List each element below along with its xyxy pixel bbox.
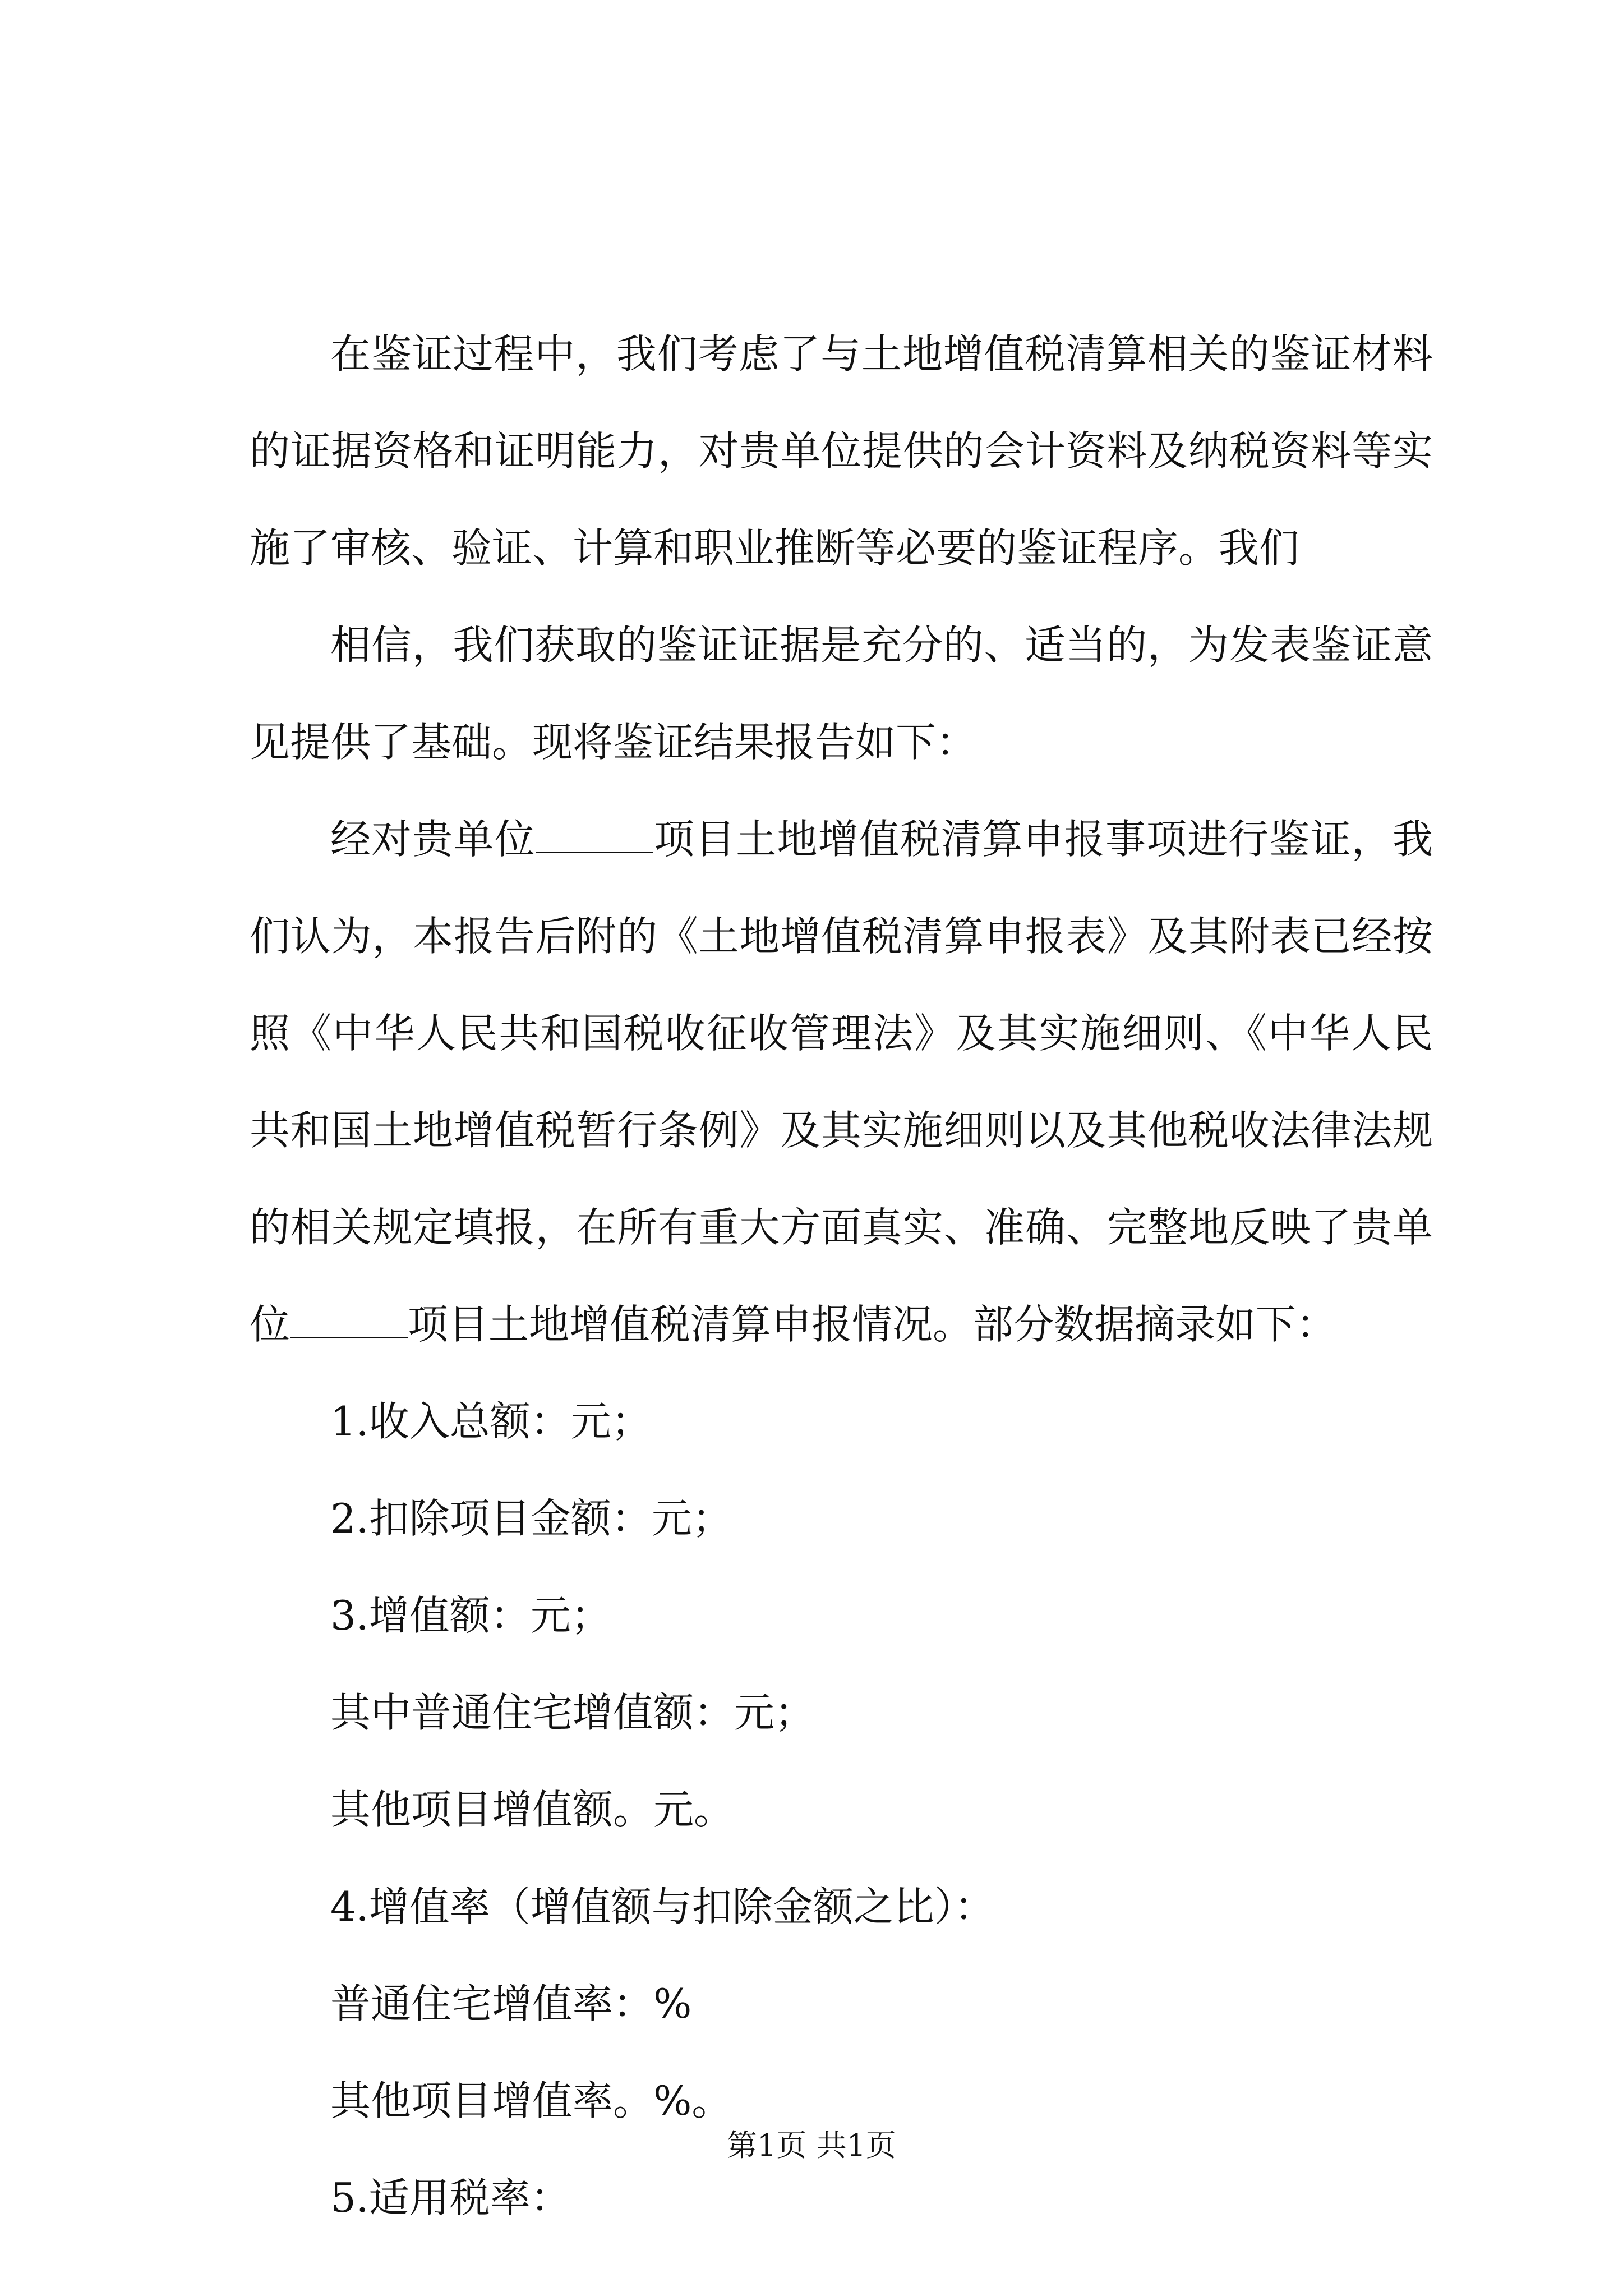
item-value-added-rate: 4.增值率（增值额与扣除金额之比）： [330,1883,995,1930]
document-body [250,306,1433,2247]
opinion-text-part3: 项目土地增值税清算申报情况。部分数据摘录如下： [408,1301,1337,1348]
item-total-income: 1.收入总额：元； [330,1398,652,1445]
item-value-added-amount: 3.增值额：元； [330,1592,611,1639]
project-name-blank [536,820,653,853]
item-other-value-added: 其他项目增值额。元。 [330,1786,735,1833]
paragraph-verification-process: 在鉴证过程中，我们考虑了与土地增值税清算相关的鉴证材料的证据资格和证明能力，对贵单位提供的会计资料及纳税资料等实施了审核、验证、计算和职业推断等必要的鉴证程序。我们 [250,330,1433,572]
item-applicable-tax-rate: 5.适用税率： [330,2174,571,2221]
paragraph-verification-opinion [250,791,1433,1373]
item-residential-value-added: 其中普通住宅增值额：元； [330,1689,815,1736]
opinion-text-part2: 项目土地增值税清算申报事项进行鉴证，我们认为，本报告后附的《土地增值税清算申报表》及其附表已经按照《中华人民共和国税收征收管理法》及其实施细则、《中华人民共和国土地增值税暂行条例》及其实施细则以及其他税收法律法规的相关规定填报，在所有重大方面真实、准确、完整地反映了贵单位 [250,816,1433,1348]
page-footer: 第1页 共1页 [727,2128,896,2163]
item-deduction-amount: 2.扣除项目金额：元； [330,1495,732,1542]
opinion-text-part1: 经对贵单位 [330,816,536,863]
item-other-rate: 其他项目增值率。%。 [330,2077,732,2124]
paragraph-evidence-sufficiency: 相信，我们获取的鉴证证据是充分的、适当的，为发表鉴证意见提供了基础。现将鉴证结果报告如下： [250,622,1433,766]
item-residential-rate: 普通住宅增值率：% [330,1980,692,2027]
project-name-blank-2 [290,1305,408,1338]
